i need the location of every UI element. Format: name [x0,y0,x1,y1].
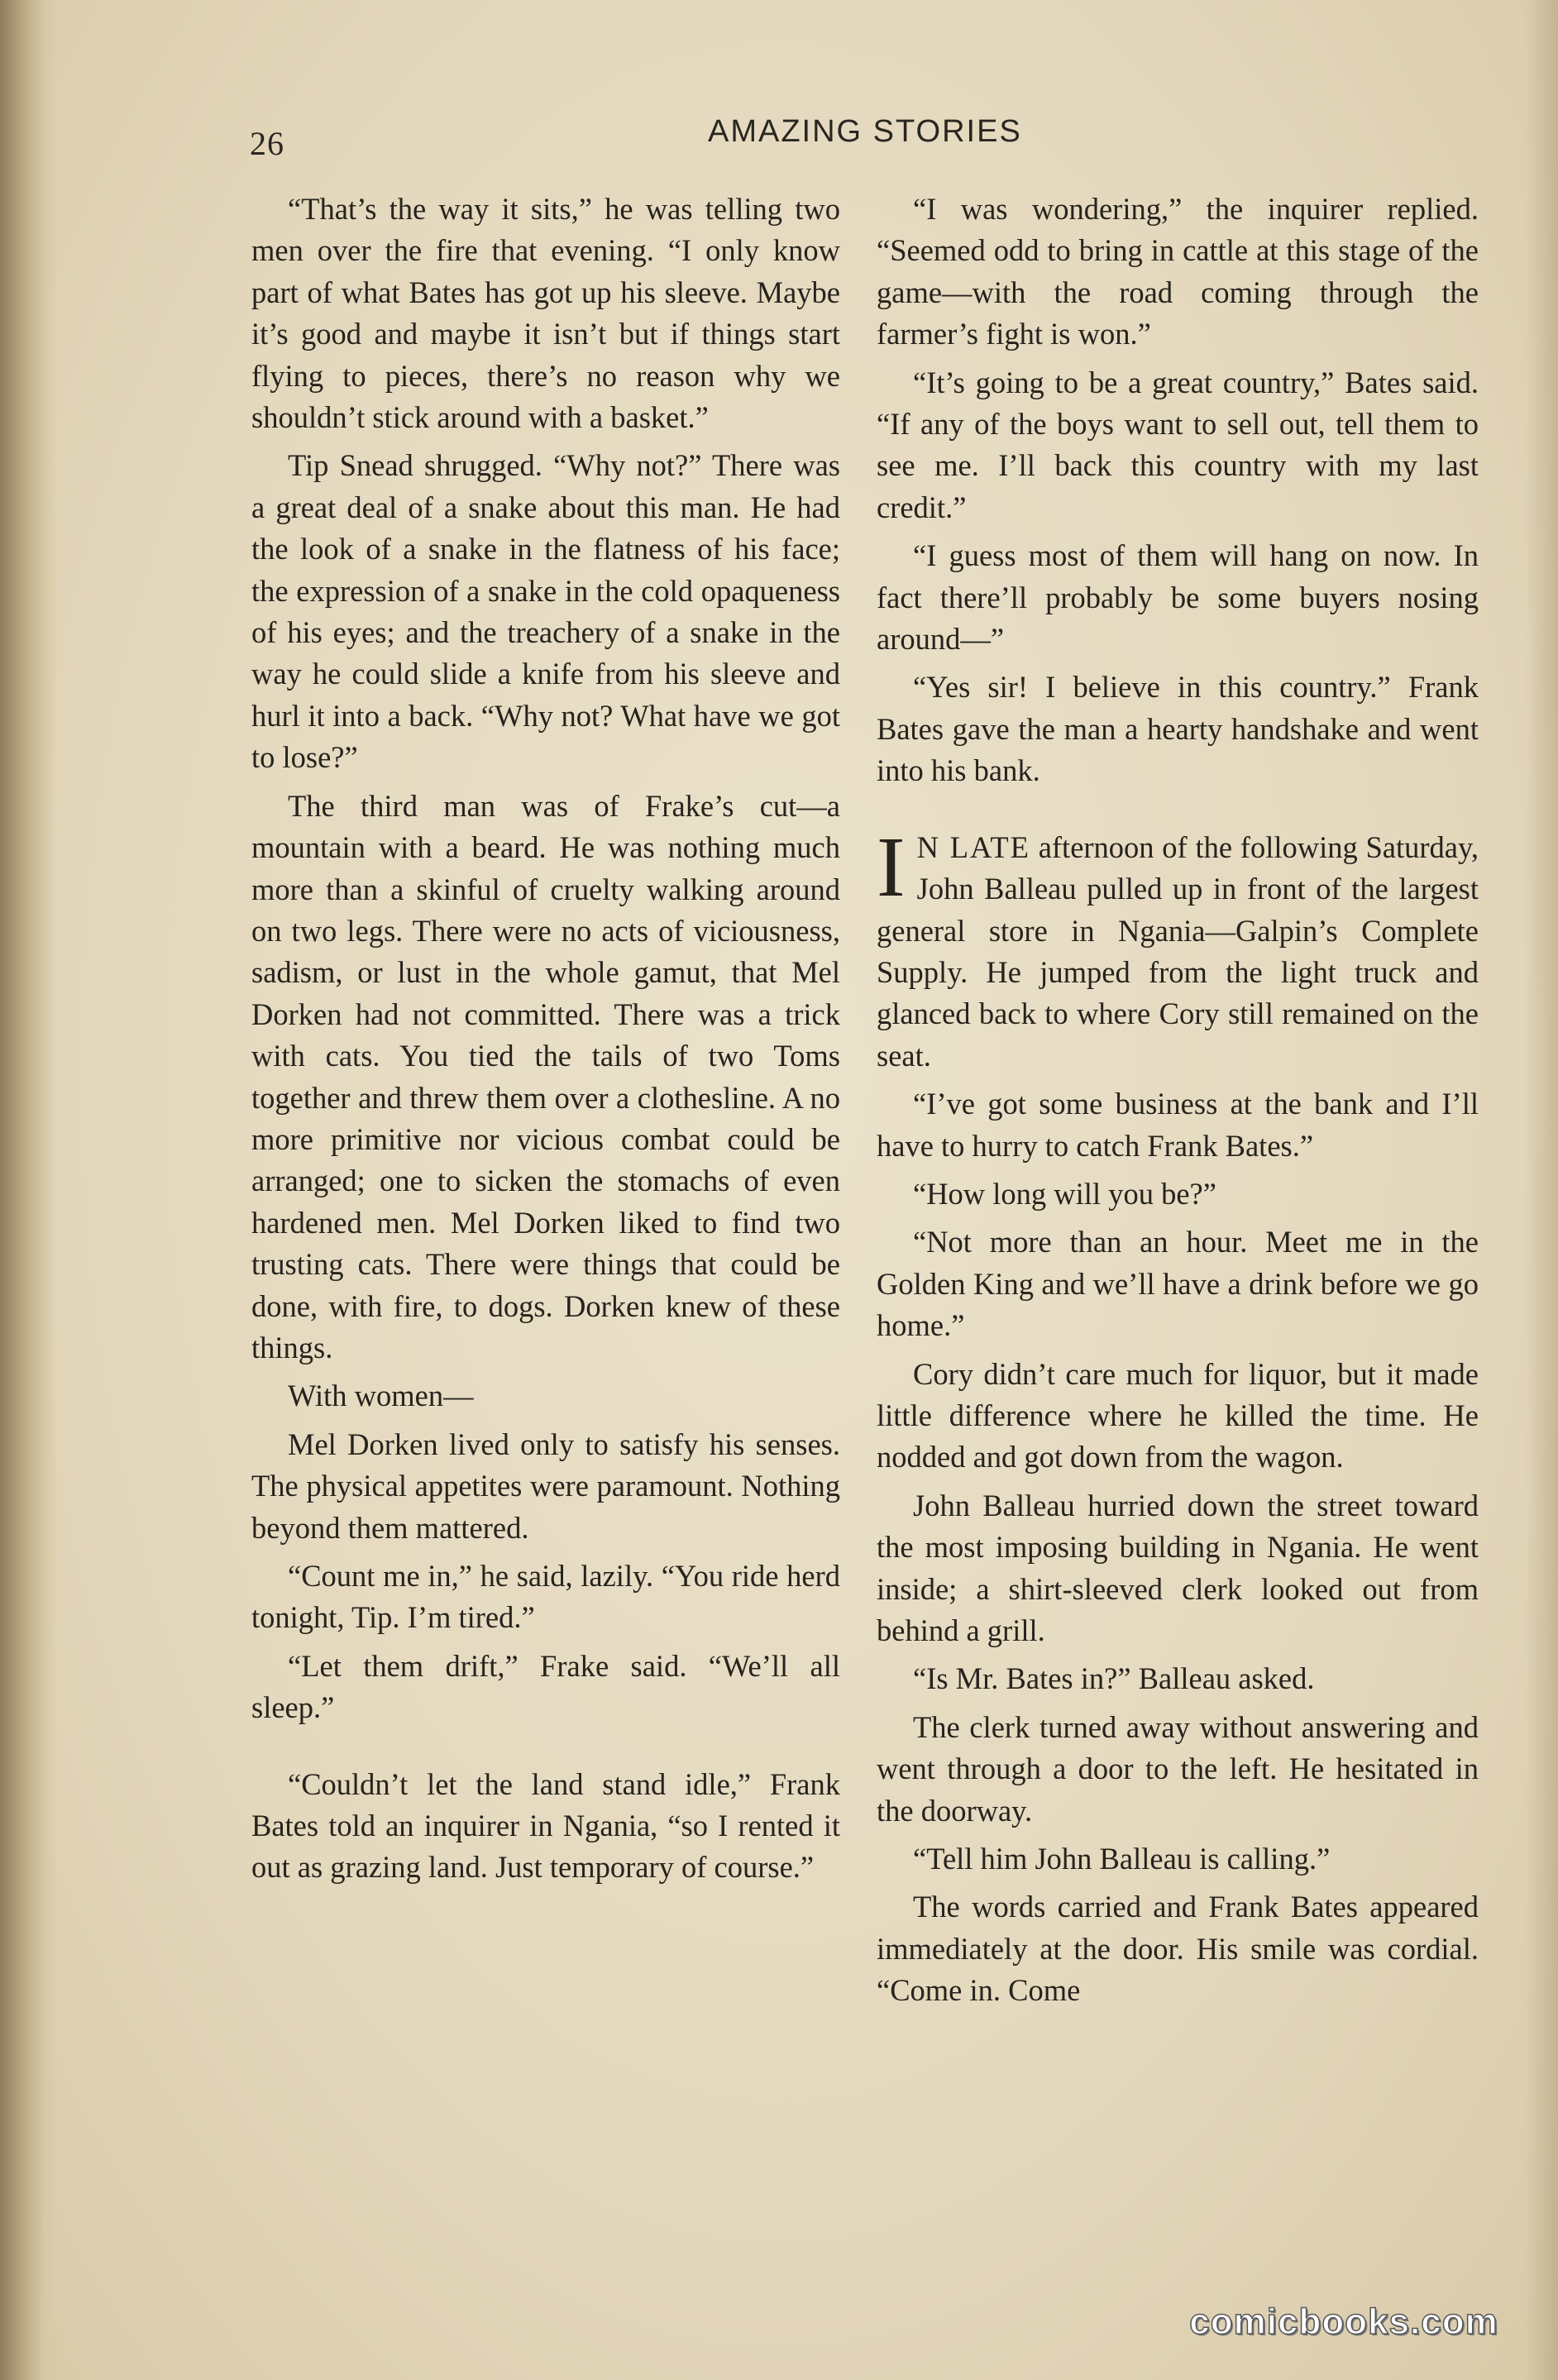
paragraph: “Is Mr. Bates in?” Balleau asked. [913,1661,1315,1696]
paragraph: “Not more than an hour. Meet me in the Golden King and we’ll have a drink before we go home.” [877,1225,1479,1343]
page-number: 26 [250,125,284,162]
running-head: AMAZING STORIES [708,114,1022,149]
paragraph: Cory didn’t care much for liquor, but it made little difference where he killed the time. He nodded and got down from the wagon. [877,1356,1479,1474]
page-spine-shadow [0,0,58,2380]
paragraph: The words carried and Frank Bates appeared immediately at the door. His smile was cordial. “Come in. Come [877,1890,1479,2008]
paragraph: “It’s going to be a great country,” Bates said. “If any of the boys want to sell out, tell them to see me. I’ll back this country with my last credit.” [877,365,1479,524]
right-column [877,189,1479,2019]
site-watermark: comicbooks.com [1189,2301,1498,2342]
paragraph: “That’s the way it sits,” he was telling two men over the fire that evening. “I only know part of what Bates has got up his sleeve. Maybe it’s good and maybe it isn’t but if things start flying to pieces, there’s no reason why we shouldn’t stick around with a basket.” [251,192,840,435]
paragraph: “Count me in,” he said, lazily. “You ride herd tonight, Tip. I’m tired.” [251,1559,840,1635]
paragraph: “I’ve got some business at the bank and I’ll have to hurry to catch Frank Bates.” [877,1087,1479,1163]
paragraph: “Let them drift,” Frake said. “We’ll all sleep.” [251,1648,840,1725]
drop-cap: I [877,819,906,915]
paragraph: “I guess most of them will hang on now. In fact there’ll probably be some buyers nosing around—” [877,538,1479,657]
paragraph: “How long will you be?” [913,1176,1216,1211]
left-column [251,189,840,1895]
paragraph: The clerk turned away without answering and went through a door to the left. He hesitated in the doorway. [877,1709,1479,1828]
paragraph: “I was wondering,” the inquirer replied. “Seemed odd to bring in cattle at this stage of the game—with the road coming through the farmer’s fight is won.” [877,192,1479,351]
paragraph: The third man was of Frake’s cut—a mountain with a beard. He was nothing much more than a skinful of cruelty walking around on two legs. There were no acts of viciousness, sadism, or lust in the whole gamut, that Mel Dorken had not committed. There was a trick with cats. You tied the tails of two Toms together and threw them over a clothesline. A no more primitive nor vicious combat could be arranged; one to sicken the stomachs of even hardened men. Mel Dorken liked to find two trusting cats. There were things that could be done, with fire, to dogs. Dorken knew of these things. [251,788,840,1364]
lead-in-caps: N LATE [916,829,1030,864]
paragraph: John Balleau hurried down the street toward the most imposing building in Ngania. He went inside; a shirt-sleeved clerk looked out from behind a grill. [877,1488,1479,1647]
paragraph: Mel Dorken lived only to satisfy his senses. The physical appetites were paramount. Nothing beyond them mattered. [251,1427,840,1545]
paragraph: Tip Snead shrugged. “Why not?” There was a great deal of a snake about this man. He had the look of a snake in the flatness of his face; the expression of a snake in the cold opaqueness of his eyes; and the treachery of a snake in the way he could slide a knife from his sleeve and hurl it into a back. “Why not? What have we got to lose?” [251,448,840,775]
paragraph-text: afternoon of the following Saturday, John Balleau pulled up in front of the largest general store in Ngania—Galpin’s Complete Supply. He jumped from the light truck and glanced back to where Cory still remained on the seat. [877,829,1479,1073]
paragraph: With women— [288,1379,474,1413]
page-edge-shadow [1525,0,1558,2380]
paragraph: “Couldn’t let the land stand idle,” Frank Bates told an inquirer in Ngania, “so I rented it out as grazing land. Just temporary of course.” [251,1766,840,1885]
paragraph: “Yes sir! I believe in this country.” Frank Bates gave the man a hearty handshake and went into his bank. [877,670,1479,788]
paragraph: “Tell him John Balleau is calling.” [913,1842,1331,1876]
section-opening-paragraph [877,819,1479,1077]
